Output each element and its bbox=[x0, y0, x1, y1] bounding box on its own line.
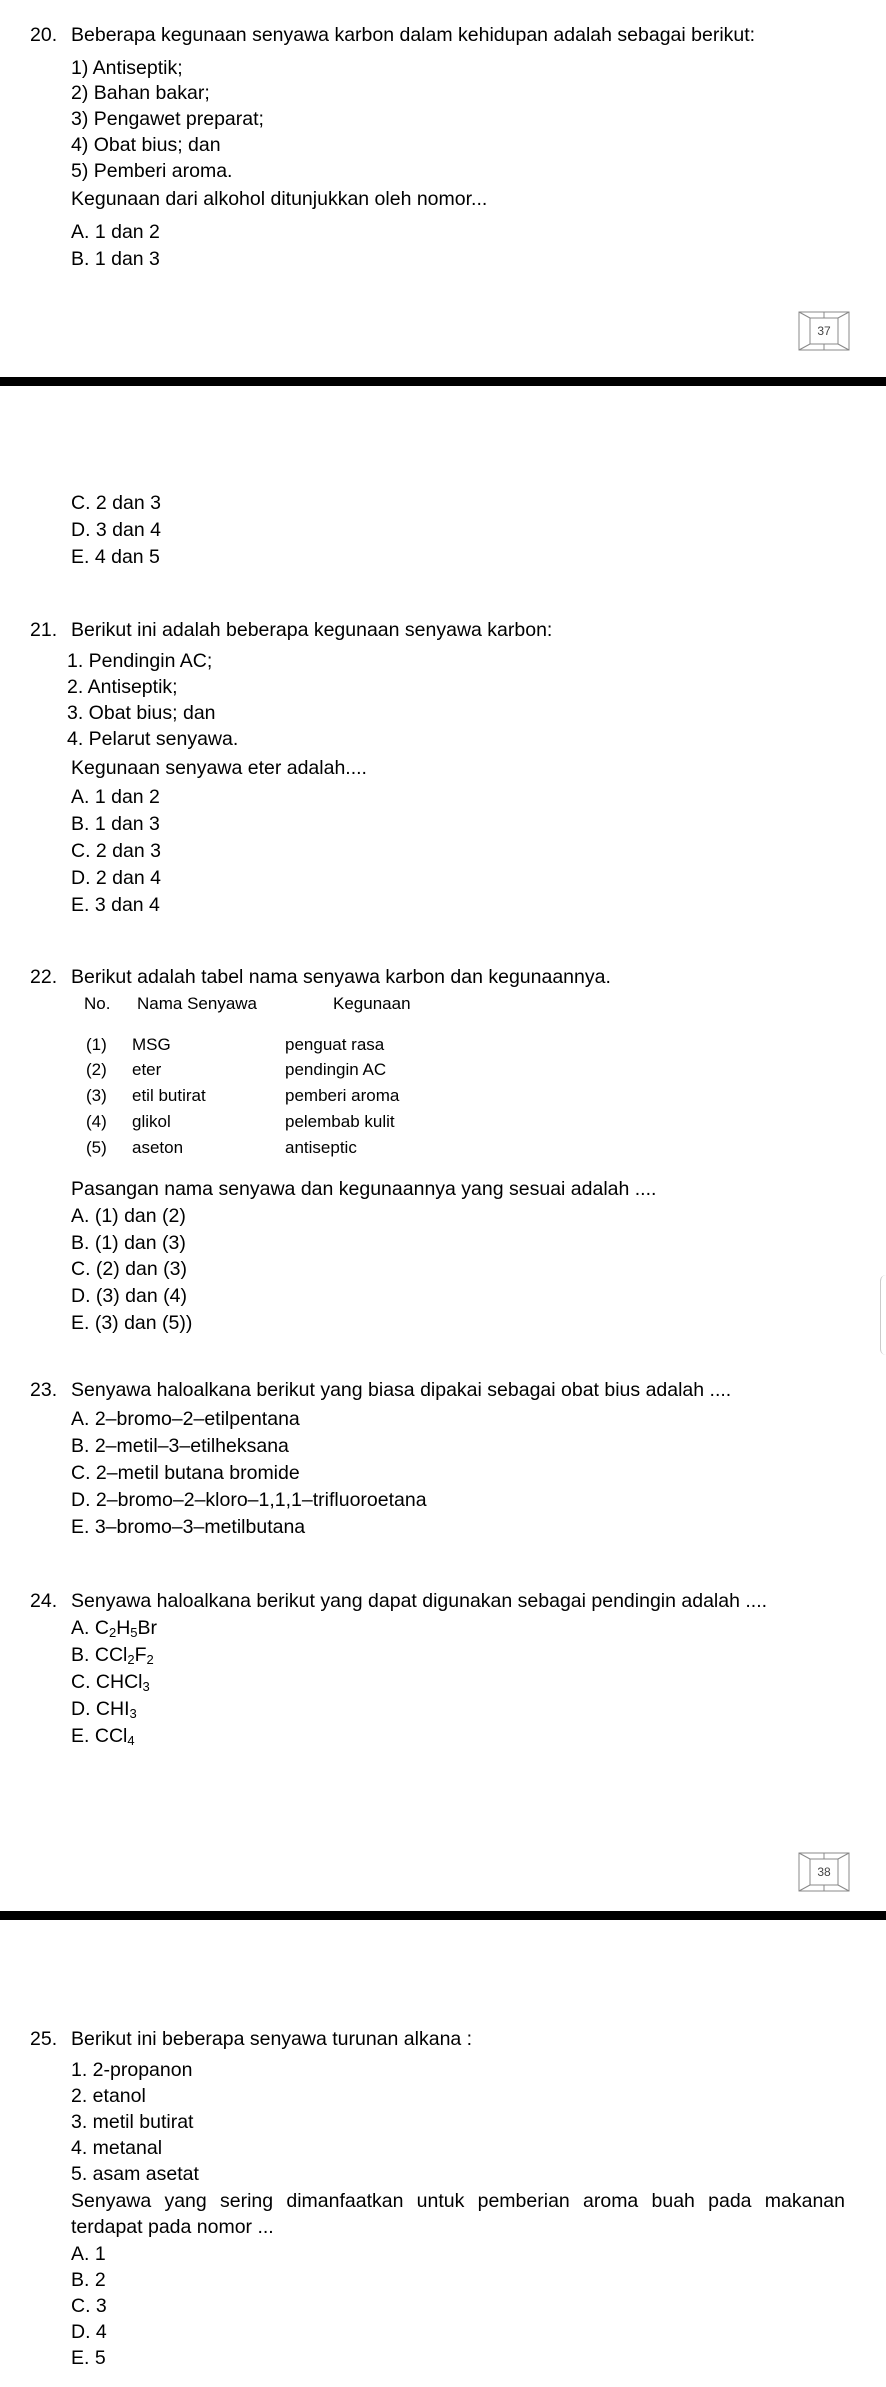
option-letter: E. bbox=[71, 1725, 90, 1747]
q22-number: 22. bbox=[30, 966, 58, 988]
q21-item: 1. Pendingin AC; bbox=[67, 650, 213, 672]
q24-number: 24. bbox=[30, 1590, 58, 1612]
q25-item: 5. asam asetat bbox=[71, 2163, 199, 2185]
table-cell-use: pendingin AC bbox=[285, 1060, 387, 1079]
table-cell-use: antiseptic bbox=[285, 1138, 357, 1157]
q25-item: 3. metil butirat bbox=[71, 2111, 194, 2133]
option-letter: B. bbox=[71, 1644, 90, 1666]
q24-option-e[interactable] bbox=[71, 1727, 135, 1747]
option-letter: D. bbox=[71, 1698, 91, 1720]
q23-option-d[interactable]: D. 2–bromo–2–kloro–1,1,1–trifluoroetana bbox=[71, 1489, 427, 1511]
q22-option-a[interactable]: A. (1) dan (2) bbox=[71, 1205, 186, 1227]
q25-option-b[interactable]: B. 2 bbox=[71, 2269, 106, 2291]
q20-option-d[interactable]: D. 3 dan 4 bbox=[71, 519, 161, 541]
table-header-name: Nama Senyawa bbox=[137, 994, 258, 1013]
q25-item: 4. metanal bbox=[71, 2137, 163, 2159]
table-cell-no: (3) bbox=[86, 1086, 107, 1105]
q21-question: Kegunaan senyawa eter adalah.... bbox=[71, 757, 367, 779]
q20-option-c[interactable]: C. 2 dan 3 bbox=[71, 492, 161, 514]
formula-subscript: 5 bbox=[130, 1625, 138, 1640]
q25-question-line2: terdapat pada nomor ... bbox=[71, 2216, 274, 2238]
q20-option-b[interactable]: B. 1 dan 3 bbox=[71, 248, 160, 270]
q21-option-b[interactable]: B. 1 dan 3 bbox=[71, 813, 160, 835]
page-number: 38 bbox=[817, 1865, 831, 1879]
table-cell-name: glikol bbox=[132, 1112, 171, 1131]
q22-option-e[interactable]: E. (3) dan (5)) bbox=[71, 1312, 193, 1334]
page-number-box bbox=[798, 1852, 850, 1892]
formula-subscript: 3 bbox=[142, 1679, 150, 1694]
q20-question: Kegunaan dari alkohol ditunjukkan oleh nomor... bbox=[71, 188, 488, 210]
q25-option-d[interactable]: D. 4 bbox=[71, 2321, 107, 2343]
formula-subscript: 2 bbox=[127, 1652, 135, 1667]
table-cell-name: aseton bbox=[132, 1138, 184, 1157]
q24-stem: Senyawa haloalkana berikut yang dapat digunakan sebagai pendingin adalah .... bbox=[71, 1590, 768, 1612]
formula-symbol: CHI bbox=[95, 1698, 130, 1720]
q25-stem: Berikut ini beberapa senyawa turunan alkana : bbox=[71, 2028, 473, 2050]
q23-number: 23. bbox=[30, 1379, 58, 1401]
formula-symbol: CHCl bbox=[95, 1671, 143, 1693]
q25-number: 25. bbox=[30, 2028, 58, 2050]
q20-number: 20. bbox=[30, 24, 58, 46]
table-header-no: No. bbox=[84, 994, 111, 1013]
formula-subscript: 2 bbox=[146, 1652, 154, 1667]
q20-option-e[interactable]: E. 4 dan 5 bbox=[71, 546, 160, 568]
q25-question-line1: Senyawa yang sering dimanfaatkan untuk pemberian aroma buah pada makanan bbox=[71, 2190, 845, 2212]
table-cell-no: (4) bbox=[86, 1112, 107, 1131]
q22-option-b[interactable]: B. (1) dan (3) bbox=[71, 1232, 186, 1254]
table-cell-name: MSG bbox=[132, 1035, 171, 1054]
formula bbox=[95, 1617, 157, 1639]
table-cell-no: (2) bbox=[86, 1060, 107, 1079]
q22-option-c[interactable]: C. (2) dan (3) bbox=[71, 1258, 187, 1280]
q20-item: 2) Bahan bakar; bbox=[71, 82, 210, 104]
page-break-bar bbox=[0, 377, 886, 386]
table-cell-use: pelembab kulit bbox=[285, 1112, 395, 1131]
formula bbox=[96, 1698, 137, 1720]
option-letter: C. bbox=[71, 1671, 91, 1693]
q22-option-d[interactable]: D. (3) dan (4) bbox=[71, 1285, 187, 1307]
q23-option-b[interactable]: B. 2–metil–3–etilheksana bbox=[71, 1435, 289, 1457]
q24-option-c[interactable] bbox=[71, 1673, 150, 1693]
q21-item: 3. Obat bius; dan bbox=[67, 702, 216, 724]
table-cell-use: penguat rasa bbox=[285, 1035, 385, 1054]
table-cell-no: (1) bbox=[86, 1035, 107, 1054]
formula bbox=[95, 1644, 154, 1666]
formula-symbol: H bbox=[116, 1617, 131, 1639]
q20-item: 5) Pemberi aroma. bbox=[71, 160, 233, 182]
formula-subscript: 3 bbox=[129, 1706, 137, 1721]
q25-option-c[interactable]: C. 3 bbox=[71, 2295, 107, 2317]
q23-option-a[interactable]: A. 2–bromo–2–etilpentana bbox=[71, 1408, 300, 1430]
q23-option-e[interactable]: E. 3–bromo–3–metilbutana bbox=[71, 1516, 306, 1538]
scroll-edge bbox=[880, 1275, 886, 1355]
q21-option-a[interactable]: A. 1 dan 2 bbox=[71, 786, 160, 808]
q23-option-c[interactable]: C. 2–metil butana bromide bbox=[71, 1462, 300, 1484]
formula-symbol: F bbox=[134, 1644, 147, 1666]
q25-option-a[interactable]: A. 1 bbox=[71, 2243, 106, 2265]
q24-option-b[interactable] bbox=[71, 1646, 154, 1666]
q21-option-c[interactable]: C. 2 dan 3 bbox=[71, 840, 161, 862]
option-letter: A. bbox=[71, 1617, 90, 1639]
formula bbox=[96, 1671, 150, 1693]
q21-option-e[interactable]: E. 3 dan 4 bbox=[71, 894, 160, 916]
q24-option-a[interactable] bbox=[71, 1619, 157, 1639]
q20-stem: Beberapa kegunaan senyawa karbon dalam kehidupan adalah sebagai berikut: bbox=[71, 24, 756, 46]
q25-item: 2. etanol bbox=[71, 2085, 146, 2107]
page-break-bar bbox=[0, 1911, 886, 1920]
q21-option-d[interactable]: D. 2 dan 4 bbox=[71, 867, 161, 889]
formula-symbol: Br bbox=[137, 1617, 158, 1639]
q20-item: 3) Pengawet preparat; bbox=[71, 108, 264, 130]
table-cell-name: etil butirat bbox=[132, 1086, 206, 1105]
formula-subscript: 4 bbox=[127, 1733, 135, 1748]
q21-item: 2. Antiseptik; bbox=[67, 676, 178, 698]
page-number: 37 bbox=[817, 324, 831, 338]
table-header-use: Kegunaan bbox=[333, 994, 411, 1013]
q21-item: 4. Pelarut senyawa. bbox=[67, 728, 239, 750]
q23-stem: Senyawa haloalkana berikut yang biasa dipakai sebagai obat bius adalah .... bbox=[71, 1379, 732, 1401]
q25-option-e[interactable]: E. 5 bbox=[71, 2347, 106, 2369]
table-cell-no: (5) bbox=[86, 1138, 107, 1157]
q25-item: 1. 2-propanon bbox=[71, 2059, 193, 2081]
table-cell-use: pemberi aroma bbox=[285, 1086, 400, 1105]
q24-option-d[interactable] bbox=[71, 1700, 137, 1720]
formula-symbol: CCl bbox=[94, 1644, 128, 1666]
q22-question: Pasangan nama senyawa dan kegunaannya yang sesuai adalah .... bbox=[71, 1178, 657, 1200]
formula-symbol: CCl bbox=[94, 1725, 128, 1747]
q20-item: 4) Obat bius; dan bbox=[71, 134, 221, 156]
formula-symbol: C bbox=[94, 1617, 109, 1639]
formula bbox=[95, 1725, 135, 1747]
q21-stem: Berikut ini adalah beberapa kegunaan senyawa karbon: bbox=[71, 619, 553, 641]
table-cell-name: eter bbox=[132, 1060, 162, 1079]
q21-number: 21. bbox=[30, 619, 58, 641]
q20-option-a[interactable]: A. 1 dan 2 bbox=[71, 221, 160, 243]
formula-subscript: 2 bbox=[108, 1625, 117, 1640]
page-number-box bbox=[798, 311, 850, 351]
q20-item: 1) Antiseptik; bbox=[71, 57, 183, 79]
q22-stem: Berikut adalah tabel nama senyawa karbon dan kegunaannya. bbox=[71, 966, 611, 988]
